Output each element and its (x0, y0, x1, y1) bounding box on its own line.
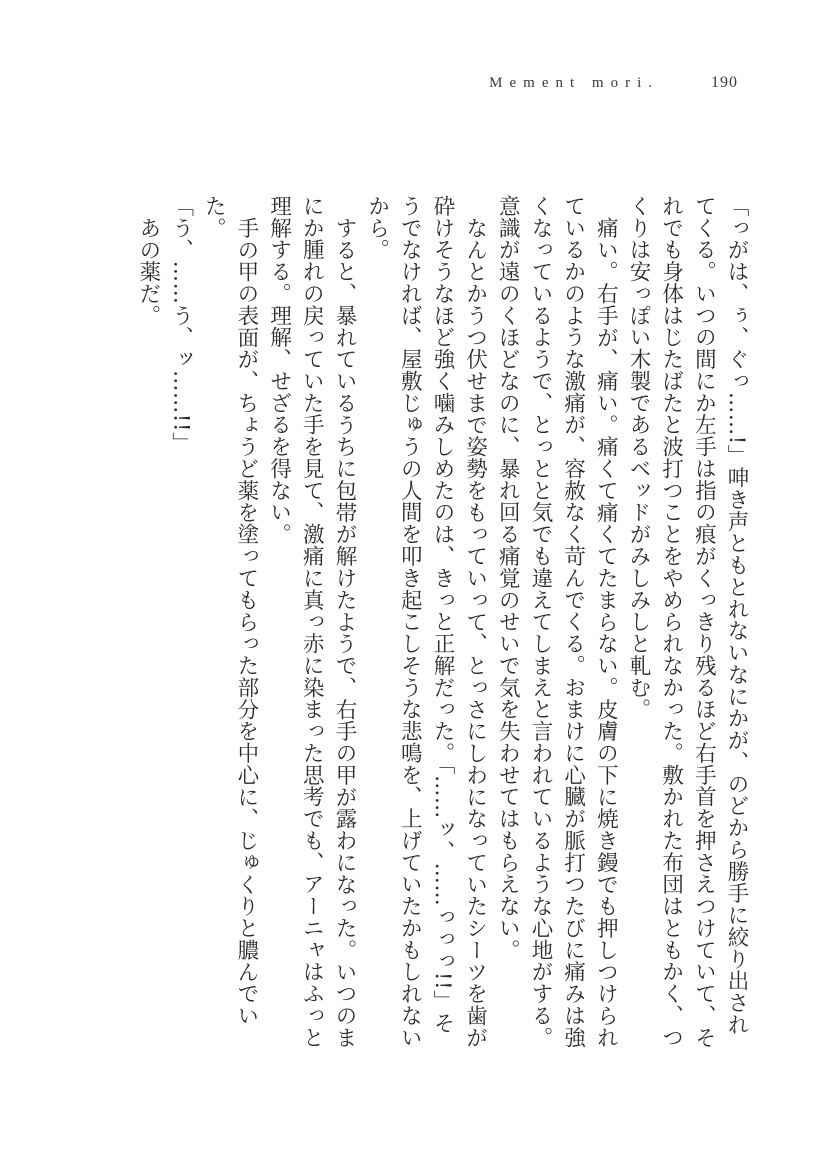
paragraph: 手の甲の表面が、ちょうど薬を塗ってもらった部分を中心に、じゅくりと膿んでいた。 (201, 195, 259, 1027)
page-number: 190 (711, 74, 738, 91)
running-header (489, 74, 738, 92)
paragraph: 痛い。右手が、痛い。痛くて痛くてたまらない。皮膚の下に焼き鏝でも押しつけられているかのような激痛が、容赦なく苛んでくる。おまけに心臓が脈打つたびに痛みは強くなっているようで、とっとと気でも違えてしまえと言われているような心地がする。意識が遠のくほどなのに、暴れ回る痛覚のせいで気を失わせてはもらえない。 (495, 195, 619, 1049)
paragraph: すると、暴れているうちに包帯が解けたようで、右手の甲が露わになった。いつのまにか腫れの戻っていた手を見て、激痛に真っ赤に染まった思考でも、アーニャはふっと理解する。理解、せざるを得ない。 (266, 195, 357, 1049)
paragraph: 「う、……う、ッ……!!」 (168, 195, 194, 454)
paragraph: 「っがは、ぅ、ぐっ……!」呻き声ともとれないなにかが、のどから勝手に絞り出されてくる。いつの間にか左手は指の痕がくっきり残るほど右手首を押さえつけていて、それでも身体はじたばたと波打つことをやめられなかった。敷かれた布団はともかく、つくりは安っぽい木製であるベッドがみしみしと軋む。 (625, 195, 749, 1049)
book-title: Mement mori. (489, 75, 659, 91)
vertical-text-body (131, 195, 752, 1055)
paragraph: あの薬だ。 (135, 216, 161, 326)
paragraph: なんとかうつ伏せまで姿勢をもっていって、とっさにしわになっていたシーツを歯が砕けそうなほど強く噛みしめたのは、きっと正解だった。「……ッ、……っっっ!!」そうでなければ、屋敷じゅうの人間を叩き起こしそうな悲鳴を、上げていたかもしれないから。 (364, 195, 488, 1049)
